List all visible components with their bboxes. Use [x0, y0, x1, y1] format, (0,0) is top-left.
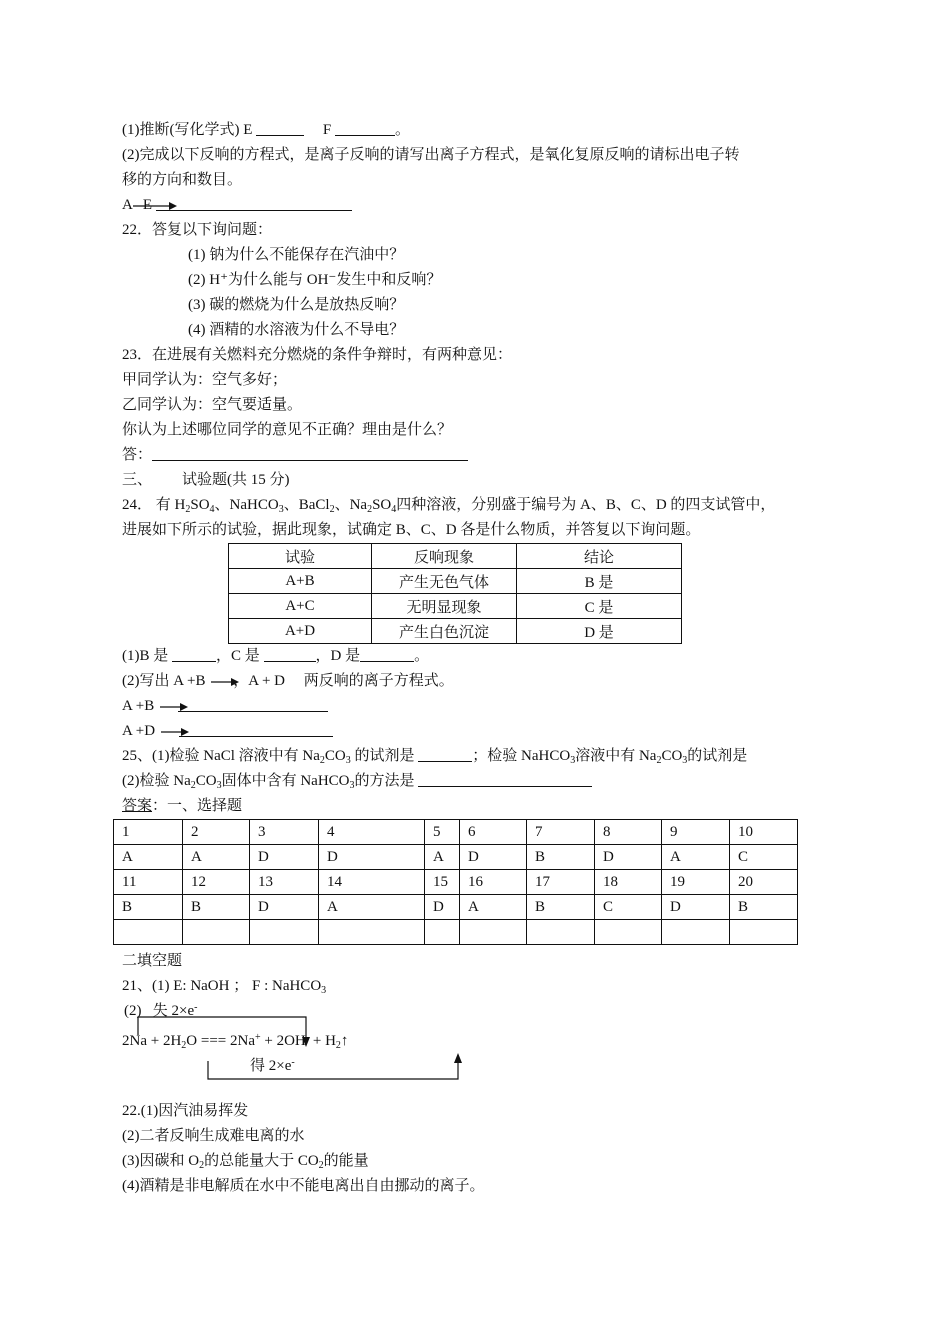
q24-line1: 24． 有 $H_2SO_4$、NaHCO$_3$、BaCl$_2$、$Na_2SO_4$四种溶液，分别盛于编号为 A、B、C、D 的四支试管中，: [122, 497, 776, 515]
q23-line: 23．在进展有关燃料充分燃烧的条件争辩时，有两种意见：: [122, 347, 513, 363]
answer-22: (3)因碳和 $O_2$的总能量大于 $CO_2$的能量: [122, 1153, 369, 1171]
experiment-table: [228, 543, 682, 644]
answers-section2: 二填空题: [122, 953, 183, 969]
table-header-row: 试验 反响现象 结论: [229, 544, 682, 569]
q24-eq1: A +B: [122, 694, 834, 719]
answer-22: 22.(1)因汽油易挥发: [122, 1103, 249, 1119]
answer-22: (2)二者反响生成难电离的水: [122, 1128, 305, 1144]
document-page: [122, 118, 834, 1199]
table-row: B B D A D A B C D B: [114, 895, 798, 920]
q25-part1: 25、(1)检验 NaCl 溶液中有 $Na_2CO_3$ 的试剂是 ；检验 NaHCO$_3$溶液中有 $Na_2CO_3$的试剂是: [122, 744, 834, 769]
blank-e: [256, 119, 304, 136]
q25-part2: (2)检验 $Na_2CO_3$固体中含有 NaHCO$_3$的方法是: [122, 769, 834, 794]
q21-part2-line2: 移的方向和数目。: [122, 172, 243, 188]
section-3-heading: 三、 试验题(共 15 分): [122, 472, 290, 488]
q22-title: 22．答复以下询问题：: [122, 222, 273, 238]
blank-f: [335, 119, 395, 136]
q24-part2: (2)写出 A +B ，A + D 两反响的离子方程式。: [122, 673, 454, 689]
blank-equation: [156, 194, 352, 211]
redox-equation-diagram: (2) 失 2×e- $2Na + 2H_2O$ === $2Na^+ + 2OH^- + H_2↑$ 得 2×e-: [122, 999, 834, 1099]
q22-item: (2) H⁺为什么能与 OH⁻发生中和反响？: [188, 272, 442, 288]
table-row: [114, 920, 798, 945]
blank-answer: [152, 444, 468, 461]
table-row: 1 2 3 4 5 6 7 8 9 10: [114, 820, 798, 845]
q23-line: 甲同学认为：空气多好；: [122, 372, 288, 388]
answer-22: (4)酒精是非电解质在水中不能电离出自由挪动的离子。: [122, 1178, 485, 1194]
table-row: A+D 产生白色沉淀 D 是: [229, 619, 682, 644]
q23-line: 你认为上述哪位同学的意见不正确？理由是什么？: [122, 422, 453, 438]
q22-item: (3) 碳的燃烧为什么是放热反响？: [188, 297, 405, 313]
q21-part2-line1: (2)完成以下反响的方程式，是离子反响的请写出离子方程式，是氧化复原反响的请标出电子转: [122, 147, 740, 163]
q21-a-to-e: A E: [122, 193, 834, 218]
q23-line: 乙同学认为：空气要适量。: [122, 397, 303, 413]
q22-item: (4) 酒精的水溶液为什么不导电？: [188, 322, 405, 338]
table-row: A+B 产生无色气体 B 是: [229, 569, 682, 594]
table-row: A+C 无明显现象 C 是: [229, 594, 682, 619]
q21-part1: (1)推断(写化学式) E F 。: [122, 118, 834, 143]
table-row: 11 12 13 14 15 16 17 18 19 20: [114, 870, 798, 895]
redox-equation: $2Na + 2H_2O$ === $2Na^+ + 2OH^- + H_2↑$: [122, 1032, 349, 1051]
table-row: A A D D A D B D A C: [114, 845, 798, 870]
answer-21-1: 21、(1) E: NaOH ； F : NaHCO$_3$: [122, 978, 327, 996]
answers-heading: 答案：一、选择题: [122, 798, 243, 814]
q24-eq2: A +D: [122, 719, 834, 744]
q24-part1: (1)B 是 ，C 是 ，D 是 。: [122, 644, 834, 669]
answer-grid: [113, 819, 798, 945]
q23-answer: 答：: [122, 443, 834, 468]
q22-item: (1) 钠为什么不能保存在汽油中？: [188, 247, 405, 263]
q24-line2: 进展如下所示的试验，据此现象，试确定 B、C、D 各是什么物质，并答复以下询问题。: [122, 522, 701, 538]
